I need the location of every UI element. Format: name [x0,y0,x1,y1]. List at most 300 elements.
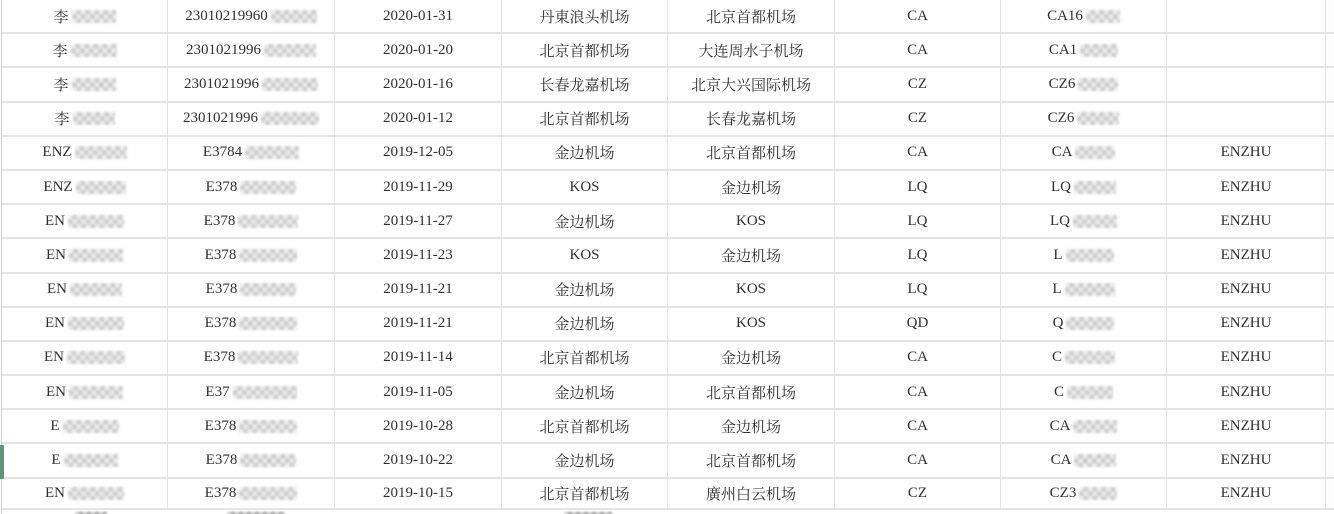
cell-text: E378 [205,281,238,298]
cell-text: 2019-12-05 [383,144,453,161]
cell-tag[interactable] [1167,205,1326,237]
cell-text: 金边机场 [554,146,615,163]
redacted-text [1073,215,1117,228]
cell-tag[interactable] [1167,376,1326,408]
cut-off-column [1326,479,1334,509]
redacted-text [264,44,316,57]
cell-text: EN [45,485,65,502]
cell-flight-date[interactable] [335,103,502,135]
cell-text: 2019-11-14 [383,349,453,366]
cell-text: 2301021996 [186,41,261,58]
cell-text: ENZHU [1220,452,1272,469]
cell-text: EN [46,383,66,400]
table-row[interactable] [2,239,1334,273]
cell-text: ENZHU [1220,212,1272,229]
redacted-text [239,420,297,433]
cell-text: LQ [907,178,928,195]
cell-text: 李 [52,43,68,60]
cell-text: 2019-11-21 [383,315,453,332]
cut-off-column [1326,0,1334,32]
cell-text: 2020-01-16 [383,75,453,92]
cell-text: 2020-01-20 [383,41,453,58]
cell-arrival-airport[interactable] [668,444,835,476]
cell-tag[interactable] [1167,239,1326,271]
cell-flight-date[interactable] [335,479,502,509]
cell-arrival-airport[interactable] [668,308,835,340]
cut-off-column [1326,342,1334,374]
cut-off-column [1326,274,1334,306]
cell-text: CZ6 [1048,75,1076,92]
cell-airline-code[interactable] [835,171,1001,203]
cell-passenger-name[interactable] [2,239,168,271]
cut-off-column [1326,68,1334,100]
cell-flight-date[interactable] [335,0,502,32]
cell-passenger-name[interactable] [2,171,168,203]
cell-text: ENZHU [1220,485,1272,502]
redacted-text [1066,317,1114,330]
cell-airline-code[interactable] [835,103,1001,135]
cell-text: CA [1050,452,1072,469]
redacted-text [1066,249,1114,262]
cell-text: 金边机场 [720,351,781,368]
cell-text: EN [45,212,65,229]
cell-text: CA [907,417,928,434]
cell-departure-airport[interactable] [502,0,668,32]
table-row[interactable] [2,103,1334,137]
cell-arrival-airport[interactable] [668,68,835,100]
redacted-text [64,454,118,467]
cell-tag[interactable] [1167,0,1326,32]
cut-off-column [1326,376,1334,408]
cell-passenger-name[interactable] [2,410,168,442]
redacted-text [69,386,123,399]
cell-flight-number[interactable] [1001,34,1167,66]
cell-text: 金边机场 [554,454,615,471]
cell-flight-number[interactable] [1001,103,1167,135]
cell-text: 丹東浪头机场 [539,9,630,26]
cell-text: E378 [203,349,236,366]
cell-airline-code[interactable] [835,479,1001,509]
redacted-text [69,249,123,262]
redacted-text [1080,44,1118,57]
cut-off-column [1326,444,1334,476]
cell-arrival-airport[interactable] [668,103,835,135]
cell-id-number[interactable] [168,308,335,340]
redacted-text [239,249,297,262]
cell-id-number[interactable] [168,376,335,408]
cell-text: ENZHU [1220,383,1272,400]
cell-text: KOS [569,178,600,195]
cell-flight-date[interactable] [335,68,502,100]
cut-off-column [1326,308,1334,340]
cell-text: ENZHU [1220,144,1272,161]
cell-text: CA [907,7,928,24]
cell-passenger-name[interactable] [2,444,168,476]
cell-flight-number[interactable] [1001,479,1167,509]
cut-off-column [1326,137,1334,169]
cell-text: 金边机场 [554,317,615,334]
redacted-text [239,317,297,330]
cell-arrival-airport[interactable] [668,342,835,374]
cell-flight-number[interactable] [1001,239,1167,271]
cell-text: 金边机场 [554,385,615,402]
cell-arrival-airport[interactable] [668,205,835,237]
cell-departure-airport[interactable] [502,205,668,237]
redacted-text [233,386,297,399]
cell-text: E378 [204,417,237,434]
redacted-text [1074,454,1116,467]
cell-flight-date[interactable] [335,205,502,237]
cell-tag[interactable] [1167,34,1326,66]
cut-off-column [1326,410,1334,442]
selected-row-marker [0,445,4,479]
cell-text: E [51,452,61,469]
cell-text: E [50,417,60,434]
cell-airline-code[interactable] [835,410,1001,442]
cell-airline-code[interactable] [835,34,1001,66]
cell-text: CZ [907,75,928,92]
cell-text: 金边机场 [554,214,615,231]
cell-departure-airport[interactable] [502,342,668,374]
cell-flight-number[interactable] [1001,68,1167,100]
redacted-text [1065,283,1115,296]
cell-airline-code[interactable] [835,0,1001,32]
redacted-text [68,215,124,228]
cell-text: CA [907,349,928,366]
cell-text: 2019-11-21 [383,281,453,298]
cell-departure-airport[interactable] [502,34,668,66]
cell-passenger-name[interactable] [2,274,168,306]
cell-passenger-name[interactable] [2,342,168,374]
cell-airline-code[interactable] [835,274,1001,306]
cell-text: CA [907,144,928,161]
cell-departure-airport[interactable] [502,239,668,271]
cell-id-number[interactable] [168,274,335,306]
cell-text: 金边机场 [720,180,781,197]
cell-passenger-name[interactable] [2,376,168,408]
cell-text: E378 [204,485,237,502]
cell-id-number[interactable] [168,444,335,476]
cell-departure-airport[interactable] [502,376,668,408]
redacted-text [73,112,115,125]
cell-tag[interactable] [1167,68,1326,100]
redacted-text [238,351,298,364]
redacted-text [1086,10,1120,23]
cell-arrival-airport[interactable] [668,479,835,509]
cell-id-number[interactable] [168,342,335,374]
cell-text: EN [45,315,65,332]
redacted-text [238,215,298,228]
table-row[interactable] [2,274,1334,308]
cell-text: CA [907,452,928,469]
cell-text: 23010219960 [185,7,268,24]
cell-flight-number[interactable] [1001,308,1167,340]
cell-text: 2019-11-29 [383,178,453,195]
cell-departure-airport[interactable] [502,308,668,340]
redacted-text [1074,181,1116,194]
cell-text: LQ [907,246,928,263]
cell-arrival-airport[interactable] [668,137,835,169]
cell-text: 大连周水子机场 [698,43,804,60]
table-row[interactable] [2,0,1334,34]
cell-tag[interactable] [1167,444,1326,476]
cell-departure-airport[interactable] [502,171,668,203]
cell-text: LQ [907,212,928,229]
cell-text: EN [47,281,67,298]
redacted-text [271,10,317,23]
cell-text: 北京首都机场 [539,487,630,504]
cell-arrival-airport[interactable] [668,34,835,66]
cell-tag[interactable] [1167,103,1326,135]
cell-id-number[interactable] [168,34,335,66]
table-row[interactable] [2,479,1334,511]
redacted-text [68,317,124,330]
cell-text: 金边机场 [720,248,781,265]
cell-flight-number[interactable] [1001,205,1167,237]
cell-passenger-name[interactable] [2,308,168,340]
cell-text: 北京首都机场 [539,112,630,129]
cell-flight-date[interactable] [335,376,502,408]
cell-text: LQ [907,281,928,298]
cell-arrival-airport[interactable] [668,376,835,408]
cell-text: 长春龙嘉机场 [705,112,796,129]
cell-text: 金边机场 [554,283,615,300]
cell-tag[interactable] [1167,479,1326,509]
cut-off-column [1326,103,1334,135]
cell-id-number[interactable] [168,205,335,237]
cell-text: CA [907,383,928,400]
cell-text: CZ6 [1047,110,1075,127]
cell-text: 长春龙嘉机场 [539,77,630,94]
cell-flight-number[interactable] [1001,274,1167,306]
cell-flight-number[interactable] [1001,0,1167,32]
cell-flight-number[interactable] [1001,444,1167,476]
redacted-text [240,454,296,467]
cell-flight-number[interactable] [1001,342,1167,374]
cell-id-number[interactable] [168,68,335,100]
cell-tag[interactable] [1167,342,1326,374]
table-row[interactable] [2,308,1334,342]
cell-id-number[interactable] [168,171,335,203]
redacted-text [262,78,318,91]
table-row[interactable] [2,68,1334,102]
redacted-text [1073,420,1117,433]
table-row[interactable] [2,34,1334,68]
cell-text: 2019-11-27 [383,212,453,229]
cell-id-number[interactable] [168,410,335,442]
cell-arrival-airport[interactable] [668,0,835,32]
cell-departure-airport[interactable] [502,410,668,442]
cell-text: LQ [1050,212,1070,229]
cell-text: CZ3 [1049,485,1077,502]
cell-text: E3784 [202,144,243,161]
cell-airline-code[interactable] [835,68,1001,100]
cell-text: 北京首都机场 [539,43,630,60]
cell-tag[interactable] [1167,137,1326,169]
redacted-text [72,10,116,23]
cell-text: E378 [203,212,236,229]
redacted-text [239,487,297,500]
cell-id-number[interactable] [168,137,335,169]
cell-text: 2020-01-31 [383,7,453,24]
cell-text: 2019-11-23 [383,246,453,263]
cell-text: QD [906,315,929,332]
cell-text: E378 [205,452,238,469]
cell-text: E378 [204,315,237,332]
cell-airline-code[interactable] [835,308,1001,340]
cell-text: 2301021996 [183,110,258,127]
cell-text: KOS [735,212,766,229]
cell-text: ENZHU [1220,246,1272,263]
cell-flight-date[interactable] [335,137,502,169]
redacted-text [71,44,117,57]
cell-text: 北京首都机场 [539,351,630,368]
redacted-text [63,420,119,433]
cell-arrival-airport[interactable] [668,274,835,306]
cell-flight-number[interactable] [1001,376,1167,408]
cell-text: C [1053,383,1064,400]
cell-text: ENZHU [1220,349,1272,366]
redacted-text [72,78,116,91]
cell-airline-code[interactable] [835,137,1001,169]
cell-text: 廣州白云机场 [705,487,796,504]
cell-text: ENZ [43,178,73,195]
cell-text: ENZHU [1220,315,1272,332]
cell-passenger-name[interactable] [2,479,168,509]
cut-off-column [1326,171,1334,203]
cell-text: EN [44,349,64,366]
cell-departure-airport[interactable] [502,444,668,476]
cell-flight-number[interactable] [1001,171,1167,203]
cell-flight-date[interactable] [335,34,502,66]
redacted-text [76,181,126,194]
cell-airline-code[interactable] [835,376,1001,408]
cell-text: LQ [1051,178,1071,195]
cell-text: 2019-10-15 [383,485,453,502]
cell-tag[interactable] [1167,410,1326,442]
cell-airline-code[interactable] [835,342,1001,374]
cell-passenger-name[interactable] [2,0,168,32]
cell-text: Q [1052,315,1064,332]
cell-text: 北京首都机场 [705,454,796,471]
cell-text: CZ [907,485,928,502]
redacted-text [1079,487,1117,500]
redacted-text [75,146,127,159]
cell-arrival-airport[interactable] [668,171,835,203]
cell-flight-number[interactable] [1001,137,1167,169]
table-body [2,0,1334,510]
cell-id-number[interactable] [168,103,335,135]
cell-passenger-name[interactable] [2,205,168,237]
cell-passenger-name[interactable] [2,137,168,169]
cell-text: E37 [205,383,230,400]
cell-text: CA16 [1047,7,1083,24]
cell-text: CZ [907,110,928,127]
table-row[interactable] [2,376,1334,410]
cell-departure-airport[interactable] [502,103,668,135]
cell-departure-airport[interactable] [502,68,668,100]
cell-text: C [1051,349,1062,366]
table-row[interactable] [2,171,1334,205]
cell-flight-date[interactable] [335,444,502,476]
redacted-text [68,487,124,500]
cell-text: CA [1049,417,1071,434]
cell-text: ENZHU [1220,417,1272,434]
cell-flight-number[interactable] [1001,410,1167,442]
cut-off-column [1326,239,1334,271]
table-row[interactable] [2,410,1334,444]
cell-id-number[interactable] [168,0,335,32]
cell-text: EN [46,246,66,263]
cell-text: 2019-11-05 [383,383,453,400]
cell-flight-date[interactable] [335,171,502,203]
cell-text: CA [907,41,928,58]
redacted-text [240,283,296,296]
cell-passenger-name[interactable] [2,34,168,66]
cell-departure-airport[interactable] [502,137,668,169]
cell-text: 李 [53,77,69,94]
redacted-text [245,146,299,159]
cell-tag[interactable] [1167,171,1326,203]
redacted-text [1078,78,1118,91]
cell-tag[interactable] [1167,274,1326,306]
table-row[interactable] [2,444,1334,478]
cell-text: E378 [204,246,237,263]
cell-text: KOS [735,281,766,298]
cell-text: KOS [569,246,600,263]
cell-passenger-name[interactable] [2,68,168,100]
cell-departure-airport[interactable] [502,479,668,509]
cell-text: L [1053,246,1063,263]
cell-flight-date[interactable] [335,239,502,271]
redacted-text [1065,351,1115,364]
cell-airline-code[interactable] [835,205,1001,237]
table-row[interactable] [2,137,1334,171]
cell-text: KOS [735,315,766,332]
cell-airline-code[interactable] [835,239,1001,271]
redacted-text [1067,386,1113,399]
cell-flight-date[interactable] [335,308,502,340]
cell-id-number[interactable] [168,479,335,509]
cell-text: 李 [54,112,70,129]
cell-text: E378 [205,178,238,195]
table-row[interactable] [2,205,1334,239]
cell-arrival-airport[interactable] [668,239,835,271]
cell-airline-code[interactable] [835,444,1001,476]
cell-text: 2019-10-22 [383,452,453,469]
cell-text: 北京首都机场 [539,419,630,436]
cell-flight-date[interactable] [335,274,502,306]
cut-off-column [1326,34,1334,66]
cell-text: CA1 [1048,41,1078,58]
cell-departure-airport[interactable] [502,274,668,306]
cell-text: CA [1051,144,1073,161]
cell-text: 北京首都机场 [705,385,796,402]
cell-tag[interactable] [1167,308,1326,340]
cell-text: 2020-01-12 [383,110,453,127]
cell-passenger-name[interactable] [2,103,168,135]
redacted-text [1075,146,1115,159]
cell-flight-date[interactable] [335,342,502,374]
cell-arrival-airport[interactable] [668,410,835,442]
cell-flight-date[interactable] [335,410,502,442]
table-row[interactable] [2,342,1334,376]
cell-text: 北京首都机场 [705,146,796,163]
cell-text: ENZ [42,144,72,161]
cell-id-number[interactable] [168,239,335,271]
cell-text: 北京首都机场 [705,9,796,26]
cell-text: 北京大兴国际机场 [690,77,811,94]
